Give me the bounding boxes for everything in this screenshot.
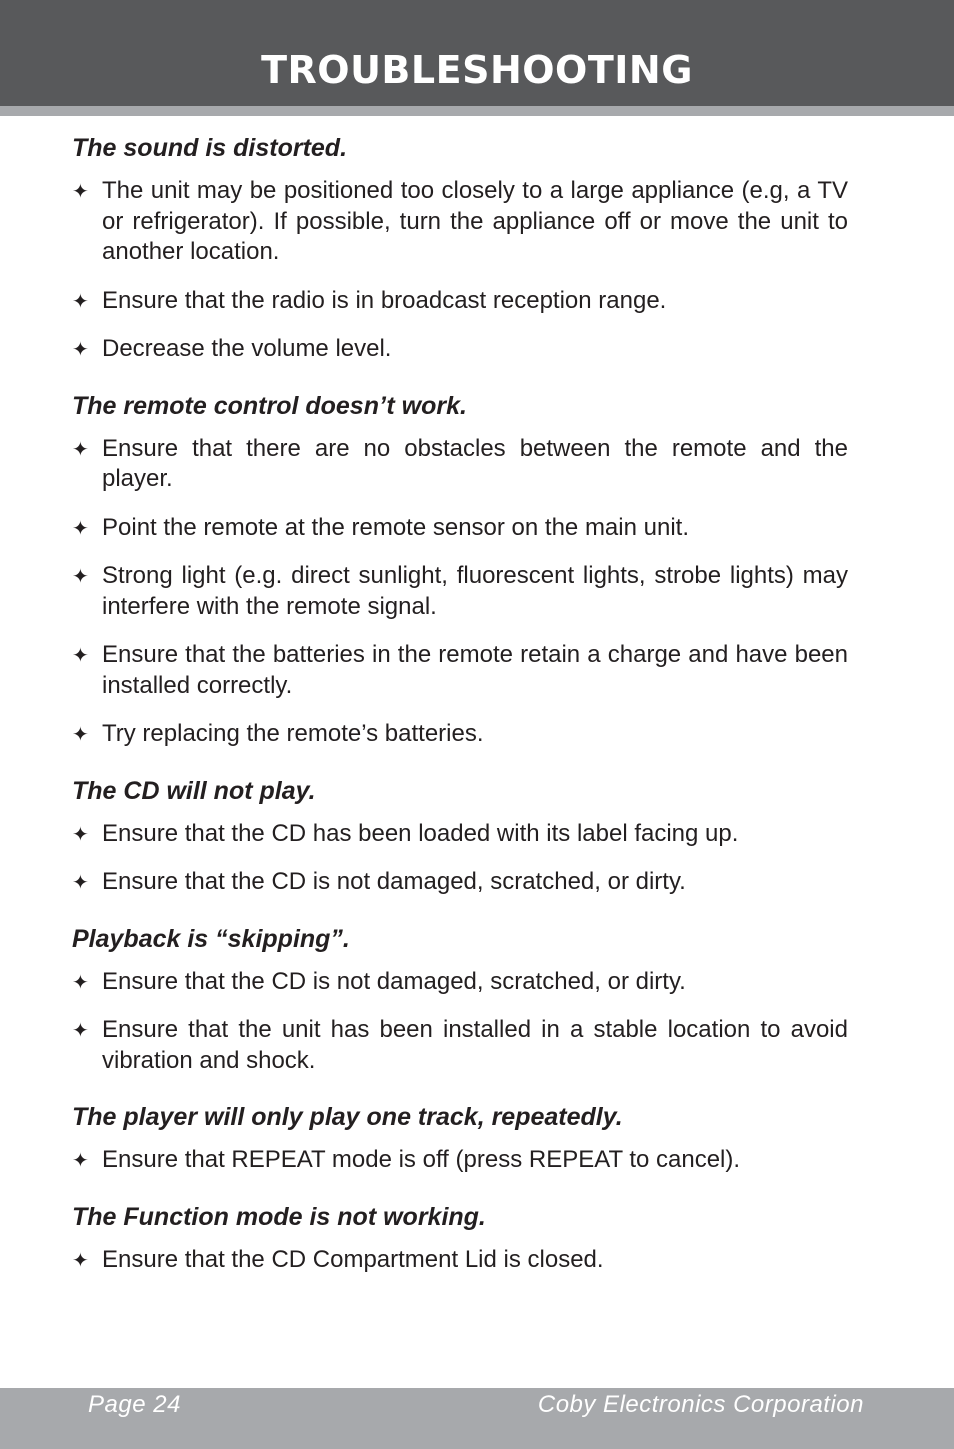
header-stripe: [0, 106, 954, 116]
list-item: [72, 1245, 848, 1276]
list-item: [72, 513, 848, 544]
list-item-text: Strong light (e.g. direct sunlight, fluorescent lights, strobe lights) may interfere with the remote signal.: [102, 562, 848, 620]
section: [72, 391, 848, 750]
section: [72, 776, 848, 898]
four-pointed-star-icon: ✦: [72, 643, 89, 667]
four-pointed-star-icon: ✦: [72, 515, 89, 540]
four-pointed-star-icon: ✦: [72, 821, 89, 846]
list-item: [72, 334, 848, 365]
section: [72, 1102, 848, 1176]
list-item: [72, 819, 848, 850]
list-item-text: Ensure that the CD has been loaded with its label facing up.: [102, 819, 739, 847]
four-pointed-star-icon: ✦: [72, 1148, 89, 1172]
four-pointed-star-icon: ✦: [72, 1018, 89, 1042]
troubleshooting-content: [72, 133, 848, 1301]
section-heading: Playback is “skipping”.: [72, 924, 350, 953]
list-item-text: Ensure that there are no obstacles between the remote and the player.: [102, 434, 848, 492]
list-item-text: Ensure that the batteries in the remote retain a charge and have been installed correctly.: [102, 641, 848, 699]
four-pointed-star-icon: ✦: [72, 969, 89, 994]
list-item-text: Try replacing the remote’s batteries.: [102, 720, 484, 747]
section-heading: The CD will not play.: [72, 776, 316, 805]
list-item: [72, 867, 848, 898]
list-item: [72, 967, 848, 998]
list-item-text: The unit may be positioned too closely to a large appliance (e.g, a TV or refrigerator). If possible, turn the appliance off or move the unit to another location.: [102, 177, 848, 265]
four-pointed-star-icon: ✦: [72, 436, 89, 461]
list-item-text: Ensure that REPEAT mode is off (press REPEAT to cancel).: [102, 1146, 741, 1173]
section: [72, 133, 848, 365]
section: [72, 924, 848, 1077]
section-heading: The sound is distorted.: [72, 134, 348, 162]
list-item: [72, 176, 848, 268]
section-heading: The Function mode is not working.: [72, 1202, 486, 1231]
list-item: [72, 640, 848, 701]
page-number: Page 24: [88, 1391, 181, 1418]
list-item-text: Ensure that the radio is in broadcast reception range.: [102, 286, 667, 314]
section-heading: The remote control doesn’t work.: [72, 391, 467, 420]
four-pointed-star-icon: ✦: [72, 179, 89, 203]
four-pointed-star-icon: ✦: [72, 1247, 89, 1272]
list-item-text: Ensure that the CD is not damaged, scratched, or dirty.: [102, 967, 686, 995]
list-item: [72, 1015, 848, 1076]
list-item-text: Ensure that the CD is not damaged, scratched, or dirty.: [102, 868, 686, 895]
list-item-text: Decrease the volume level.: [102, 335, 392, 362]
list-item-text: Ensure that the unit has been installed in a stable location to avoid vibration and shock.: [102, 1016, 848, 1074]
list-item: [72, 561, 848, 622]
section: [72, 1202, 848, 1276]
list-item: [72, 286, 848, 317]
four-pointed-star-icon: ✦: [72, 288, 89, 313]
list-item: [72, 1145, 848, 1176]
company-name: Coby Electronics Corporation: [537, 1391, 864, 1418]
page-title: TROUBLESHOOTING: [261, 48, 693, 92]
four-pointed-star-icon: ✦: [72, 722, 89, 746]
four-pointed-star-icon: ✦: [72, 870, 89, 894]
list-item-text: Point the remote at the remote sensor on the main unit.: [102, 513, 689, 541]
four-pointed-star-icon: ✦: [72, 337, 89, 361]
four-pointed-star-icon: ✦: [72, 564, 89, 588]
list-item-text: Ensure that the CD Compartment Lid is closed.: [102, 1245, 604, 1273]
list-item: [72, 719, 848, 750]
list-item: [72, 434, 848, 495]
section-heading: The player will only play one track, repeatedly.: [72, 1103, 623, 1131]
